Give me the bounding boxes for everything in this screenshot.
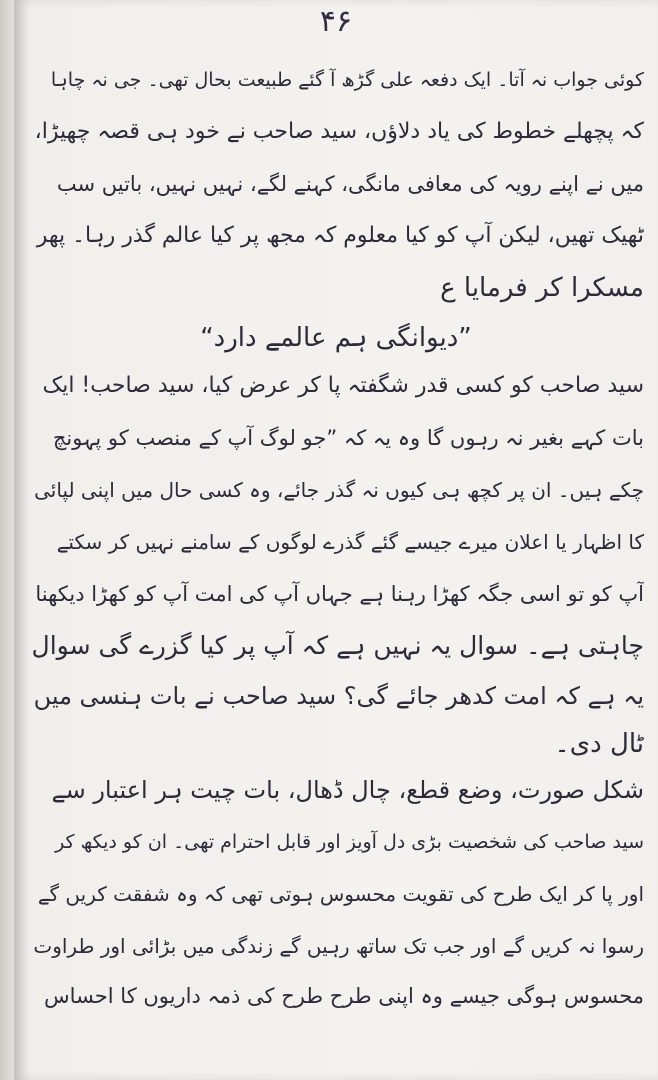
paragraph-2-line-6: چاہتی ہے۔ سوال یہ نہیں ہے کہ آپ پر کیا گزرے گی سوال: [32, 631, 644, 660]
paragraph-2-line-5: آپ کو تو اسی جگہ کھڑا رہنا ہے جہاں آپ کی امت آپ کو کھڑا دیکھنا: [35, 582, 644, 606]
paragraph-3-line-2: سید صاحب کی شخصیت بڑی دل آویز اور قابل احترام تھی۔ ان کو دیکھ کر: [55, 831, 644, 853]
paragraph-1-line-2: کہ پچھلے خطوط کی یاد دلاؤں، سید صاحب نے خود ہی قصہ چھیڑا،: [34, 119, 644, 144]
paragraph-2-line-7: یہ ہے کہ امت کدھر جائے گی؟ سید صاحب نے بات ہنسی میں: [33, 682, 644, 710]
paragraph-1-line-4: ٹھیک تھیں، لیکن آپ کو کیا معلوم کہ مجھ پر کیا عالم گذر رہا۔ پھر: [36, 223, 644, 248]
paragraph-2-line-4: کا اظہار یا اعلان میرے جیسے گئے گذرے لوگوں کے سامنے نہیں کر سکتے: [56, 530, 644, 554]
paragraph-3-line-1: شکل صورت، وضع قطع، چال ڈھال، بات چیت ہر اعتبار سے: [51, 776, 644, 804]
paragraph-1-line-1: کوئی جواب نہ آتا۔ ایک دفعہ علی گڑھ آ گئے طبیعت بحال تھی۔ جی نہ چاہا: [50, 69, 644, 91]
paragraph-2-line-1: سید صاحب کو کسی قدر شگفتہ پا کر عرض کیا، سید صاحب! ایک: [42, 373, 644, 398]
paragraph-2-line-3: چکے ہیں۔ ان پر کچھ ہی کیوں نہ گذر جائے، وہ کسی حال میں اپنی لپائی: [34, 478, 644, 502]
page-number: ۴۶: [319, 4, 353, 39]
paragraph-2-line-8: ٹال دی۔: [554, 729, 644, 759]
paragraph-3-line-5: محسوس ہوگی جیسے وہ اپنی طرح طرح کی ذمہ داریوں کا احساس: [44, 984, 644, 1008]
verse-line: ”دیوانگی ہم عالمے دارد“: [200, 323, 472, 353]
paragraph-1-line-3: میں نے اپنے رویہ کی معافی مانگی، کہنے لگے، نہیں نہیں، باتیں سب: [56, 172, 644, 196]
paragraph-3-line-4: رسوا نہ کریں گے اور جب تک ساتھ رہیں گے زندگی میں بڑائی اور طراوت: [33, 934, 644, 958]
paragraph-2-line-2: بات کہے بغیر نہ رہوں گا وہ یہ کہ ”جو لوگ آپ کے منصب کو پہونچ: [52, 426, 644, 450]
paragraph-3-line-3: اور پا کر ایک طرح کی تقویت محسوس ہوتی تھی کہ وہ شفقت کریں گے: [37, 882, 644, 906]
page-edge-shadow: [0, 0, 14, 1080]
book-page: [14, 0, 658, 1080]
paragraph-1-line-5: مسکرا کر فرمایا ع: [440, 273, 644, 303]
